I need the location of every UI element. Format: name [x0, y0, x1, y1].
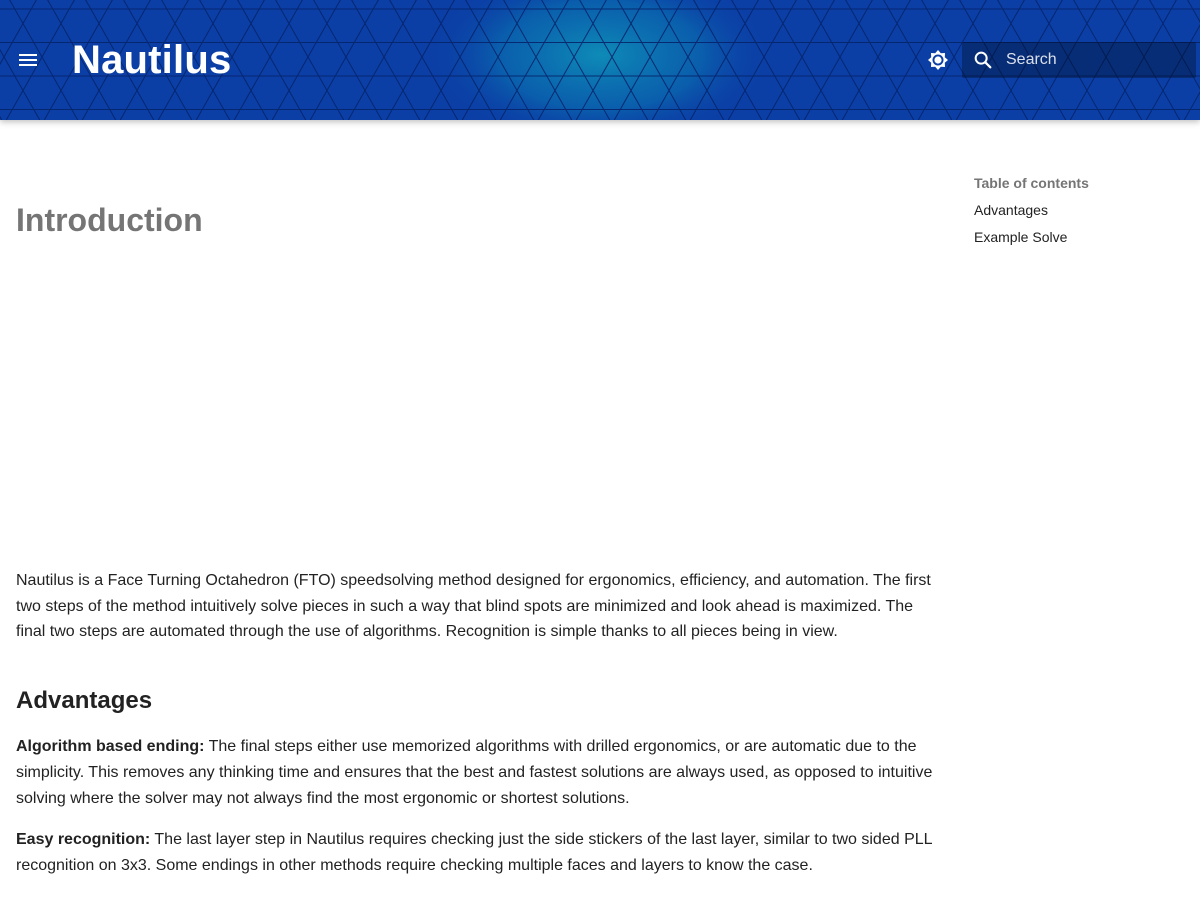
- advantage-paragraph: [16, 734, 936, 812]
- toc-link-example-solve[interactable]: Example Solve: [974, 229, 1068, 245]
- search-icon: [972, 48, 996, 72]
- advantage-paragraph: [16, 827, 936, 879]
- advantage-text: The last layer step in Nautilus requires checking just the side stickers of the last layer, similar to two sided PLL recognition on 3x3. Some endings in other methods require checking multiple faces and layers to know the case.: [16, 831, 932, 874]
- menu-button[interactable]: [12, 44, 44, 76]
- search-input[interactable]: [1006, 51, 1186, 69]
- page-title: Introduction: [16, 202, 203, 238]
- advantage-label: Easy recognition:: [16, 831, 151, 848]
- theme-toggle-button[interactable]: [922, 44, 954, 76]
- table-of-contents: [974, 174, 1184, 246]
- site-title[interactable]: Nautilus: [72, 38, 232, 82]
- toc-title: Table of contents: [974, 175, 1089, 191]
- menu-icon: [16, 48, 40, 72]
- brightness-icon: [926, 48, 950, 72]
- advantages-heading: Advantages: [16, 687, 153, 714]
- site-header: [0, 0, 1200, 120]
- advantage-label: Algorithm based ending:: [16, 738, 205, 755]
- search-box[interactable]: [962, 42, 1196, 78]
- intro-paragraph: Nautilus is a Face Turning Octahedron (FTO) speedsolving method designed for ergonomics, efficiency, and automation. The first two steps of the method intuitively solve pieces in such a way that blind spots are minimized and look ahead is maximized. The final two steps are automated through the use of algorithms. Recognition is simple thanks to all pieces being in view.: [16, 572, 931, 641]
- advantage-text: The final steps either use memorized algorithms with drilled ergonomics, or are automatic due to the simplicity. This removes any thinking time and ensures that the best and fastest solutions are always used, as opposed to intuitive solving where the solver may not always find the most ergonomic or shortest solutions.: [16, 738, 933, 807]
- toc-link-advantages[interactable]: Advantages: [974, 202, 1048, 218]
